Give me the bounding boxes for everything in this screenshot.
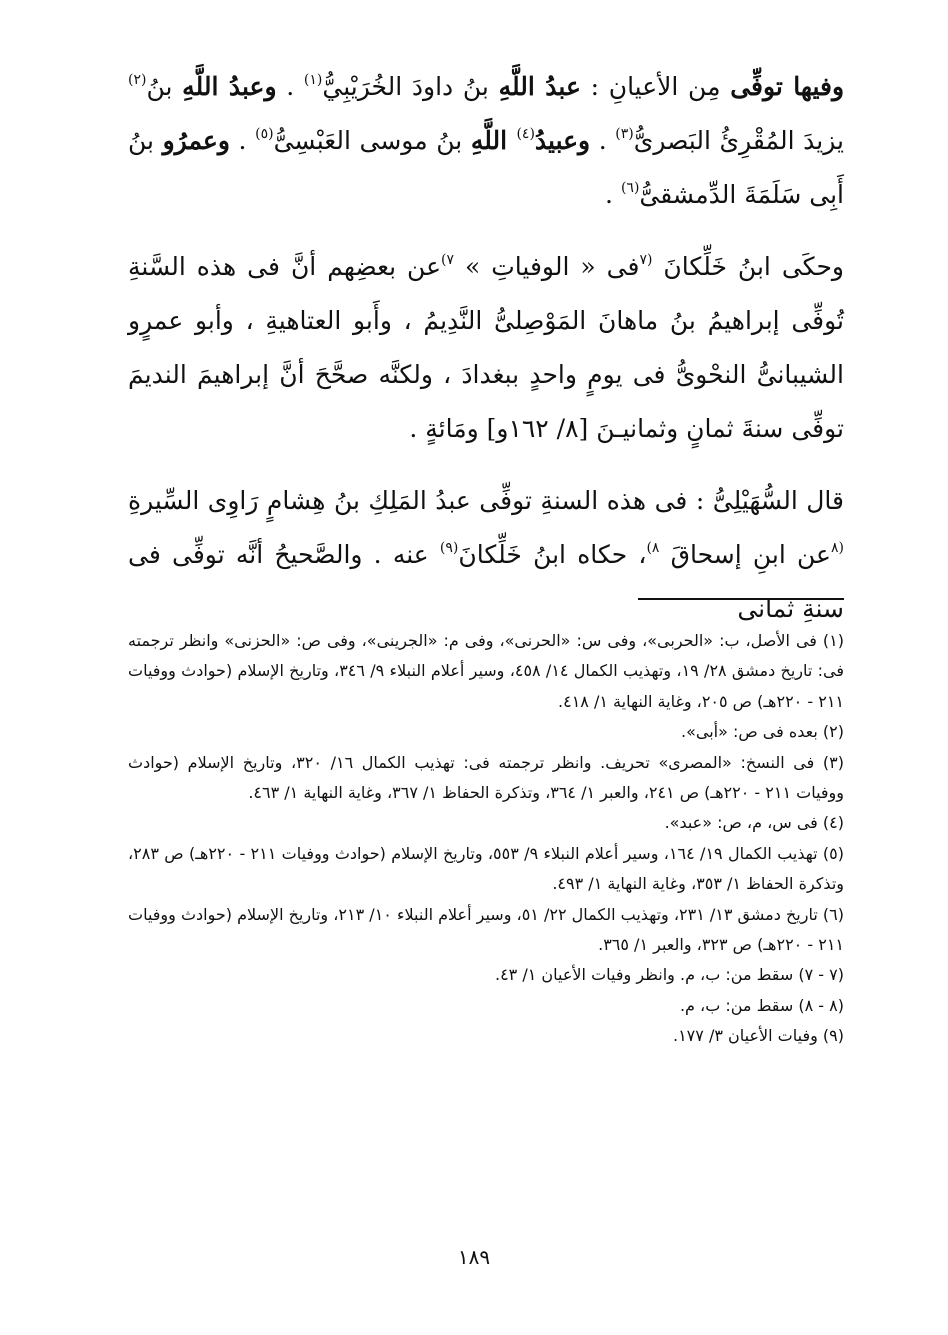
- footnote-ref-8-start: (٨: [830, 540, 844, 556]
- footnote-ref-8-end: ٨): [646, 540, 660, 556]
- footnote-8: (٨ - ٨) سقط من: ب، م.: [679, 995, 844, 1015]
- footnote-ref-6: (٦): [620, 180, 640, 196]
- footnote-1: (١) فى الأصل، ب: «الحربى»، وفى س: «الحرنى»، وفى م: «الجرينى»، وفى ص: «الحزنى» وانظر ترجمته فى: تاريخ دمشق ٢٨/ ١٩، وتهذيب الكمال ١٤/ ٤٥٨، وسير أعلام النبلاء ٩/ ٣٤٦، وتاريخ الإسلام (حوادث ووفيات ٢١١ - ٢٢٠هـ) ص ٢٠٥، وغاية النهاية ١/ ٤١٨.: [128, 631, 845, 711]
- footnote-3: (٣) فى النسخ: «المصرى» تحريف. وانظر ترجمته فى: تهذيب الكمال ١٦/ ٣٢٠، وتاريخ الإسلام (حوادث ووفيات ٢١١ - ٢٢٠هـ) ص ٢٤١، والعبر ١/ ٣٦٤، وتذكرة الحفاظ ١/ ٣٦٧، وغاية النهاية ١/ ٤٦٣.: [128, 752, 845, 803]
- text-run: بنُ داودَ الخُرَيْبِيُّ: [322, 72, 499, 101]
- text-run: ، حكاه ابنُ خَلِّكانَ: [458, 540, 647, 569]
- person-name: وعمرُو: [162, 126, 230, 155]
- person-name: عبدُ اللَّهِ: [498, 72, 581, 101]
- footnote-ref-2: (٢): [128, 72, 147, 88]
- text-run: وحكَى ابنُ خَلِّكانَ: [652, 252, 844, 281]
- footnote-5: (٥) تهذيب الكمال ١٩/ ١٦٤، وسير أعلام النبلاء ٩/ ٥٥٣، وتاريخ الإسلام (حوادث ووفيات ٢١١ - ٢٢٠هـ) ص ٢٨٣، وتذكرة الحفاظ ١/ ٣٥٣، وغاية النهاية ١/ ٤٩٣.: [128, 843, 845, 894]
- person-name: وعبدُ اللَّهِ: [182, 72, 277, 101]
- footnote-2: (٢) بعده فى ص: «أبى».: [681, 722, 844, 742]
- text-run: بنُ أَبِى سَلَمَةَ الدِّمشقىُّ: [128, 126, 844, 209]
- text-run: قال السُّهَيْلِىُّ : فى هذه السنةِ توفِّى عبدُ المَلِكِ بنُ هِشامٍ رَاوِى السِّيرةِ: [128, 486, 844, 515]
- bold-phrase: وفيها توفِّى: [730, 72, 845, 101]
- footnote-ref-7-start: (٧: [639, 252, 653, 268]
- footnotes: [128, 626, 844, 1052]
- footnote-ref-7-end: ٧): [441, 252, 455, 268]
- text-run: عن بعضِهم أنَّ فى هذه السَّنةِ تُوفِّى إبراهيمُ بنُ ماهانَ المَوْصِلىُّ النَّدِيمُ ، وأَبو العتاهيةِ ، وأبو عمرٍو الشيبانىُّ النحْوىُّ فى يومٍ واحدٍ ببغدادَ ، ولكنَّه صحَّحَ أنَّ إبراهيمَ النديمَ توفِّى سنةَ ثمانٍ وثمانيـنَ [٨/ ١٦٢و] ومَائةٍ .: [128, 252, 844, 443]
- footnote-ref-1: (١): [303, 72, 323, 88]
- text-run: عن ابنِ إسحاقَ: [659, 540, 831, 569]
- text-run: .: [276, 72, 304, 101]
- text-run: يزيدَ المُقْرِئُ البَصرىُّ: [633, 126, 845, 155]
- footnote-6: (٦) تاريخ دمشق ١٣/ ٢٣١، وتهذيب الكمال ٢٢/ ٥١، وسير أعلام النبلاء ١٠/ ٢١٣، وتاريخ الإسلام (حوادث ووفيات ٢١١ - ٢٢٠هـ) ص ٣٢٣، والعبر ١/ ٣٦٥.: [128, 904, 844, 955]
- person-name: وعبيدُ: [534, 126, 591, 155]
- text-run: بنُ: [146, 72, 183, 101]
- text-run: .: [605, 180, 621, 209]
- person-name: اللَّهِ: [470, 126, 517, 155]
- footnote-4: (٤) فى س، م، ص: «عبد».: [664, 813, 844, 833]
- footnote-9: (٩) وفيات الأعيان ٣/ ١٧٧.: [672, 1026, 844, 1046]
- footnote-ref-5: (٥): [255, 126, 274, 142]
- text-run: .: [590, 126, 616, 155]
- text-run: مِن الأعيانِ :: [580, 72, 731, 101]
- page-number: ١٨٩: [457, 1245, 491, 1269]
- footnote-ref-4: (٤): [516, 126, 535, 142]
- text-run: فى « الوفياتِ »: [454, 252, 640, 281]
- footnote-7: (٧ - ٧) سقط من: ب، م. وانظر وفيات الأعيان ١/ ٤٣.: [494, 965, 844, 985]
- text-run: .: [229, 126, 256, 155]
- paragraph-3: [128, 474, 844, 636]
- text-run: عنه . والصَّحيحُ أنَّه توفِّى فى سنةِ ثمانى: [128, 540, 844, 623]
- footnote-ref-3: (٣): [615, 126, 634, 142]
- footnote-divider: [638, 598, 844, 600]
- paragraph-2: [128, 240, 844, 456]
- footnote-ref-9: (٩): [439, 540, 459, 556]
- paragraph-1: [128, 60, 844, 222]
- main-text: [128, 60, 844, 636]
- text-run: بنُ موسى العَبْسِىُّ: [273, 126, 471, 155]
